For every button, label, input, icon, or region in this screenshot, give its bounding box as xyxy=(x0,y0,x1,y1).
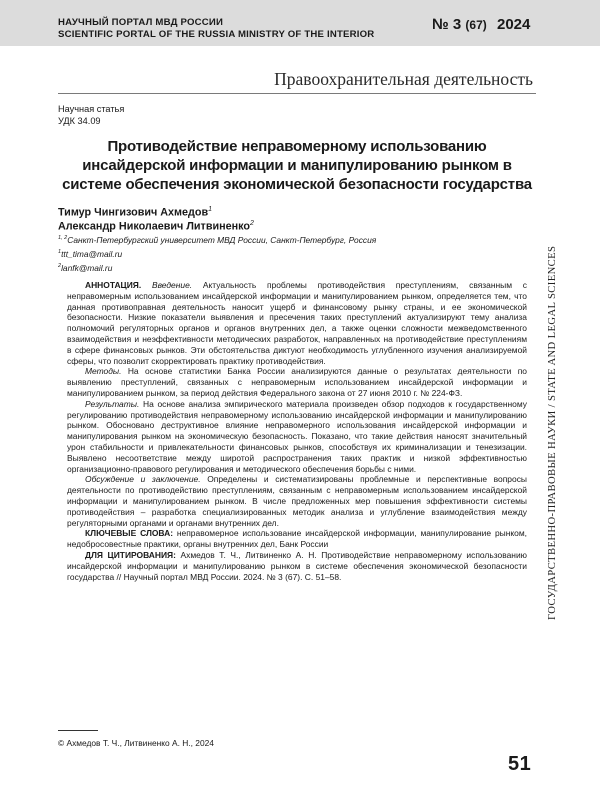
journal-name-en: SCIENTIFIC PORTAL OF THE RUSSIA MINISTRY OF THE INTERIOR xyxy=(58,29,375,40)
discussion-text: Определены и систематизированы проблемные и перспективные вопросы деятельности по противодействию преступлениям, связанным с неправомерным использованием инсайдерской информации и манипулированием рынком. В числе предложенных мер повышения эффективности системы противодействия – разработка специализированных методик анализа и углубление взаимодействия между регуляторными органами и органами внутренних дел. xyxy=(67,474,527,528)
keywords xyxy=(67,528,527,550)
author-1 xyxy=(58,206,212,219)
abstract-intro xyxy=(67,280,527,366)
keywords-label: КЛЮЧЕВЫЕ СЛОВА: xyxy=(85,528,174,539)
methods-label: Методы. xyxy=(85,366,122,377)
aff-sup: 2 xyxy=(58,263,62,270)
methods-text: На основе статистики Банка России анализируются данные о результатах деятельности по выявлению преступлений, связанных с неправомерным использованием инсайдерской информации и манипулированием рынком, за период действия Федерального закона от 27 июня 2010 г. № 224-ФЗ. xyxy=(67,366,527,398)
udk-code: УДК 34.09 xyxy=(58,116,101,126)
results-label: Результаты. xyxy=(85,398,140,409)
intro-text: Актуальность проблемы противодействия преступлениям, связанным с неправомерным использованием инсайдерской информации и манипулированием рынком, определяется тем, что данная противоправная деятельность наносит ущерб и финансовому рынку страны, и ее экономической безопасности. Низкие показатели выявления и пресечения таких преступлений актуализируют тему анализа полномочий регуляторных органов и органов внутренних дел, а также оценки сложности межведомственного взаимодействия и неэффективности методических разработок, направленных на противодействие преступлениям в сфере финансовых рынков. Эти обстоятельства диктуют необходимость углубленного изучения анализируемой сферы, что позволит скорректировать практику противодействия. xyxy=(67,280,527,366)
section-title: Правоохранительная деятельность xyxy=(274,69,533,89)
article-title: Противодействие неправомерному использованию инсайдерской информации и манипулированию рынком в системе обеспечения экономической безопасности государства xyxy=(62,138,532,193)
intro-label: Введение. xyxy=(151,280,193,290)
aff-text: ttt_tima@mail.ru xyxy=(61,249,123,259)
journal-name-ru: НАУЧНЫЙ ПОРТАЛ МВД РОССИИ xyxy=(58,17,224,28)
affiliation-university xyxy=(58,235,376,245)
page-number: 51 xyxy=(508,753,532,775)
aff-sup: 1 xyxy=(58,249,62,256)
author-sup: 2 xyxy=(250,220,254,227)
issue-number xyxy=(432,16,487,33)
article-type: Научная статья xyxy=(58,104,125,114)
citation xyxy=(67,550,527,582)
author-name: Александр Николаевич Литвиненко xyxy=(58,220,251,233)
aff-sup: 1, 2 xyxy=(58,235,68,242)
copyright: © Ахмедов Т. Ч., Литвиненко А. Н., 2024 xyxy=(58,738,214,748)
issue-year: 2024 xyxy=(497,16,531,33)
section-divider xyxy=(58,93,536,94)
keywords-text: неправомерное использование инсайдерской информации, манипулирование рынком, недобросовестные практики, органы внутренних дел, Банк России xyxy=(67,528,527,550)
issue-no: № 3 xyxy=(432,16,462,33)
footnote-divider xyxy=(58,730,98,731)
aff-text: lanfk@mail.ru xyxy=(61,263,113,273)
affiliation-email-1 xyxy=(58,249,122,259)
abstract-discussion xyxy=(67,474,527,528)
affiliation-email-2 xyxy=(58,263,112,273)
abstract-methods xyxy=(67,366,527,398)
author-sup: 1 xyxy=(208,206,213,213)
citation-label: ДЛЯ ЦИТИРОВАНИЯ: xyxy=(85,549,176,560)
abstract xyxy=(67,280,527,582)
issue-total: (67) xyxy=(465,18,487,32)
abstract-results xyxy=(67,399,527,475)
author-name: Тимур Чингизович Ахмедов xyxy=(58,206,209,219)
discussion-label: Обсуждение и заключение. xyxy=(85,474,201,485)
side-section-label: ГОСУДАРСТВЕННО-ПРАВОВЫЕ НАУКИ / STATE AND LEGAL SCIENCES xyxy=(547,245,558,620)
results-text: На основе анализа эмпирического материала произведен обзор подходов к государственному регулированию противодействия неправомерному использованию инсайдерской информации и манипулированию рынком. Обосновано деструктивное влияние неправомерного использования инсайдерской информации и манипулирования рынком на экономическую безопасность. Показано, что такие действия наносят значительный урон стабильности и привлекательности финансовых рынков, способствуя их криминализации и тенезизации. Выявлено несоответствие между широтой распространения таких практик и низкой эффективностью организационно-правового регулирования и методического обеспечения борьбы с ними. xyxy=(67,398,527,474)
author-2 xyxy=(58,220,254,233)
aff-text: Санкт-Петербургский университет МВД России, Санкт-Петербург, Россия xyxy=(67,235,377,245)
citation-text: Ахмедов Т. Ч., Литвиненко А. Н. Противодействие неправомерному использованию инсайдерской информации и манипулированию рынком в системе обеспечения экономической безопасности государства // Научный портал МВД России. 2024. № 3 (67). С. 51–58. xyxy=(67,549,527,582)
abstract-label: АННОТАЦИЯ. xyxy=(85,280,142,290)
